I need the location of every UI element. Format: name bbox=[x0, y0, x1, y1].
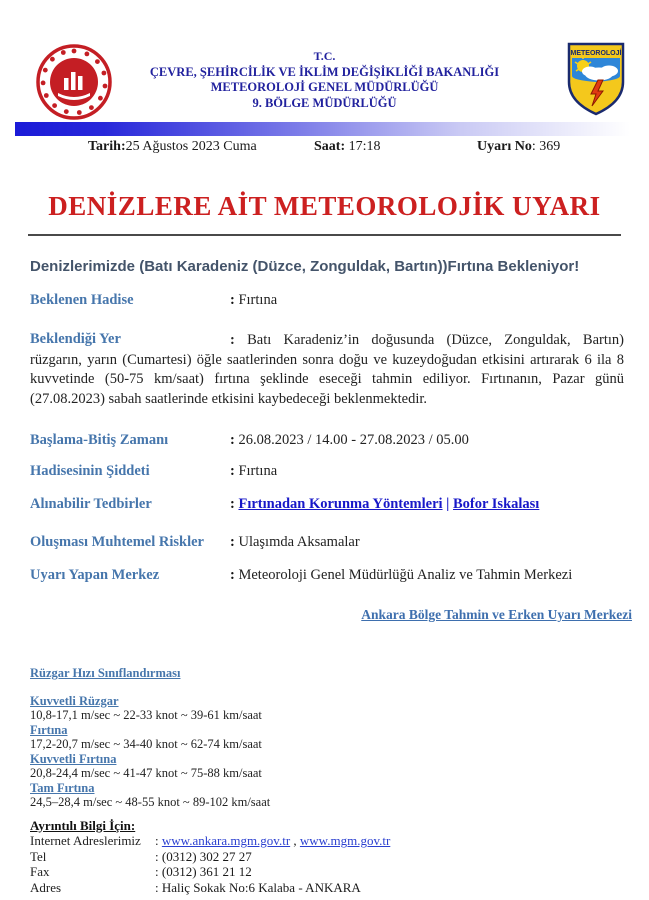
ankara-region-center-link[interactable]: Ankara Bölge Tahmin ve Erken Uyarı Merkezi bbox=[361, 607, 632, 622]
value-text: Meteoroloji Genel Müdürlüğü Analiz ve Tahmin Merkezi bbox=[238, 567, 573, 583]
wind-class-item bbox=[30, 723, 270, 752]
strong-wind-range: 10,8-17,1 m/sec ~ 22-33 knot ~ 39-61 km/saat bbox=[30, 708, 262, 722]
expected-event-value bbox=[230, 292, 629, 309]
time-label: Saat: bbox=[314, 139, 346, 154]
colon: : bbox=[230, 496, 235, 512]
colon: : bbox=[230, 432, 235, 448]
warning-no-value: : 369 bbox=[531, 139, 561, 154]
colon: : bbox=[230, 332, 235, 348]
full-storm-link[interactable]: Tam Fırtına bbox=[30, 780, 95, 795]
date-label: Tarih: bbox=[88, 139, 126, 154]
severity-value bbox=[230, 463, 629, 480]
wind-class-item bbox=[30, 781, 270, 810]
tel-value: : (0312) 302 27 27 bbox=[155, 848, 252, 864]
wind-class-item bbox=[30, 752, 270, 781]
start-end-time-label: Başlama-Bitiş Zamanı bbox=[30, 432, 169, 448]
contact-table bbox=[30, 833, 390, 895]
time-value: 17:18 bbox=[345, 139, 381, 154]
colon: : bbox=[230, 292, 235, 308]
header-gradient-bar bbox=[15, 122, 649, 136]
storm-protection-link[interactable]: Fırtınadan Korunma Yöntemleri bbox=[238, 496, 443, 512]
document-title: DENİZLERE AİT METEOROLOJİK UYARI bbox=[48, 191, 601, 221]
full-storm-range: 24,5–28,4 m/sec ~ 48-55 knot ~ 89-102 km/saat bbox=[30, 795, 271, 809]
ministry-header-text bbox=[115, 49, 534, 111]
fax-label: Fax bbox=[30, 864, 50, 880]
measures-value bbox=[230, 496, 629, 513]
warning-subtitle: Denizlerimizde (Batı Karadeniz (Düzce, Zonguldak, Bartın))Fırtına Bekleniyor! bbox=[30, 258, 580, 275]
expected-event-label: Beklenen Hadise bbox=[30, 292, 134, 308]
ministry-line2: METEOROLOJİ GENEL MÜDÜRLÜĞÜ bbox=[210, 80, 439, 94]
colon: : bbox=[230, 463, 235, 479]
severity-label: Hadisesinin Şiddeti bbox=[30, 463, 150, 479]
value-text: Ulaşımda Aksamalar bbox=[238, 534, 360, 550]
value-text: Fırtına bbox=[238, 463, 278, 479]
mgm-link[interactable]: www.mgm.gov.tr bbox=[299, 833, 391, 849]
contact-row-internet bbox=[30, 833, 390, 848]
signature-row bbox=[361, 607, 632, 623]
tel-label: Tel bbox=[30, 848, 47, 864]
title-divider bbox=[28, 234, 621, 236]
start-end-time-value bbox=[230, 432, 629, 449]
strong-wind-link[interactable]: Kuvvetli Rüzgar bbox=[30, 693, 119, 708]
beaufort-scale-link[interactable]: Bofor Iskalası bbox=[452, 496, 540, 512]
footer-heading: Ayrıntılı Bilgi İçin: bbox=[30, 818, 136, 833]
contact-row-fax bbox=[30, 864, 390, 879]
meteorology-shield-logo bbox=[567, 42, 625, 116]
internet-value bbox=[155, 833, 390, 848]
issuing-center-value bbox=[230, 567, 629, 584]
shield-logo-text: METEOROLOJİ bbox=[570, 50, 622, 57]
internet-label: Internet Adreslerimiz bbox=[30, 833, 141, 849]
wind-classification-heading-link[interactable]: Rüzgar Hızı Sınıflandırması bbox=[30, 666, 181, 680]
value-text: Fırtına bbox=[238, 292, 278, 308]
contact-row-address bbox=[30, 880, 390, 895]
strong-storm-link[interactable]: Kuvvetli Fırtına bbox=[30, 751, 117, 766]
time-field bbox=[314, 139, 381, 155]
url-separator: , bbox=[290, 833, 300, 849]
date-field bbox=[88, 139, 257, 155]
value-text: Batı Karadeniz’in doğusunda (Düzce, Zonguldak, Bartın) rüzgarın, yarın (Cumartesi) öğle saatlerinden sonra doğu ve kuzeydoğudan etkisini artırarak 6 ila 8 kuvvetinde (50-75 km/saat) fırtına şeklinde eseceği tahmin ediliyor. Fırtınanın, Pazar günü (27.08.2023) sabah saatlerinde etkisini kaybedeceği beklenmektedir. bbox=[30, 332, 624, 407]
date-value: 25 Ağustos 2023 Cuma bbox=[125, 139, 257, 154]
colon: : bbox=[230, 534, 235, 550]
value-text: 26.08.2023 / 14.00 - 27.08.2023 / 05.00 bbox=[238, 432, 469, 448]
measures-label: Alınabilir Tedbirler bbox=[30, 496, 152, 512]
risks-label: Oluşması Muhtemel Riskler bbox=[30, 534, 204, 550]
storm-link[interactable]: Fırtına bbox=[30, 722, 68, 737]
expected-location-label: Beklendiği Yer bbox=[30, 331, 121, 347]
contact-row-tel bbox=[30, 849, 390, 864]
ministry-seal-logo bbox=[36, 44, 112, 120]
ministry-tc: T.C. bbox=[313, 49, 336, 63]
risks-value bbox=[230, 534, 629, 551]
link-separator: | bbox=[446, 496, 450, 512]
colon: : bbox=[155, 833, 159, 849]
wind-class-item bbox=[30, 694, 270, 723]
warning-no-field bbox=[477, 139, 560, 155]
fax-value: : (0312) 361 21 12 bbox=[155, 864, 252, 880]
ministry-line3: 9. BÖLGE MÜDÜRLÜĞÜ bbox=[252, 95, 397, 110]
contact-footer bbox=[30, 818, 629, 895]
meta-row bbox=[0, 139, 649, 157]
address-label: Adres bbox=[30, 879, 62, 895]
issuing-center-label: Uyarı Yapan Merkez bbox=[30, 567, 160, 583]
ankara-mgm-link[interactable]: www.ankara.mgm.gov.tr bbox=[161, 833, 291, 849]
colon: : bbox=[230, 567, 235, 583]
field-expected-location bbox=[30, 331, 624, 409]
ministry-line1: ÇEVRE, ŞEHİRCİLİK VE İKLİM DEĞİŞİKLİĞİ BAKANLIĞI bbox=[149, 64, 500, 79]
address-value: : Haliç Sokak No:6 Kalaba - ANKARA bbox=[155, 879, 361, 895]
storm-range: 17,2-20,7 m/sec ~ 34-40 knot ~ 62-74 km/saat bbox=[30, 737, 262, 751]
strong-storm-range: 20,8-24,4 m/sec ~ 41-47 knot ~ 75-88 km/saat bbox=[30, 766, 262, 780]
warning-no-label: Uyarı No bbox=[477, 139, 532, 154]
wind-classification-section bbox=[30, 666, 270, 810]
